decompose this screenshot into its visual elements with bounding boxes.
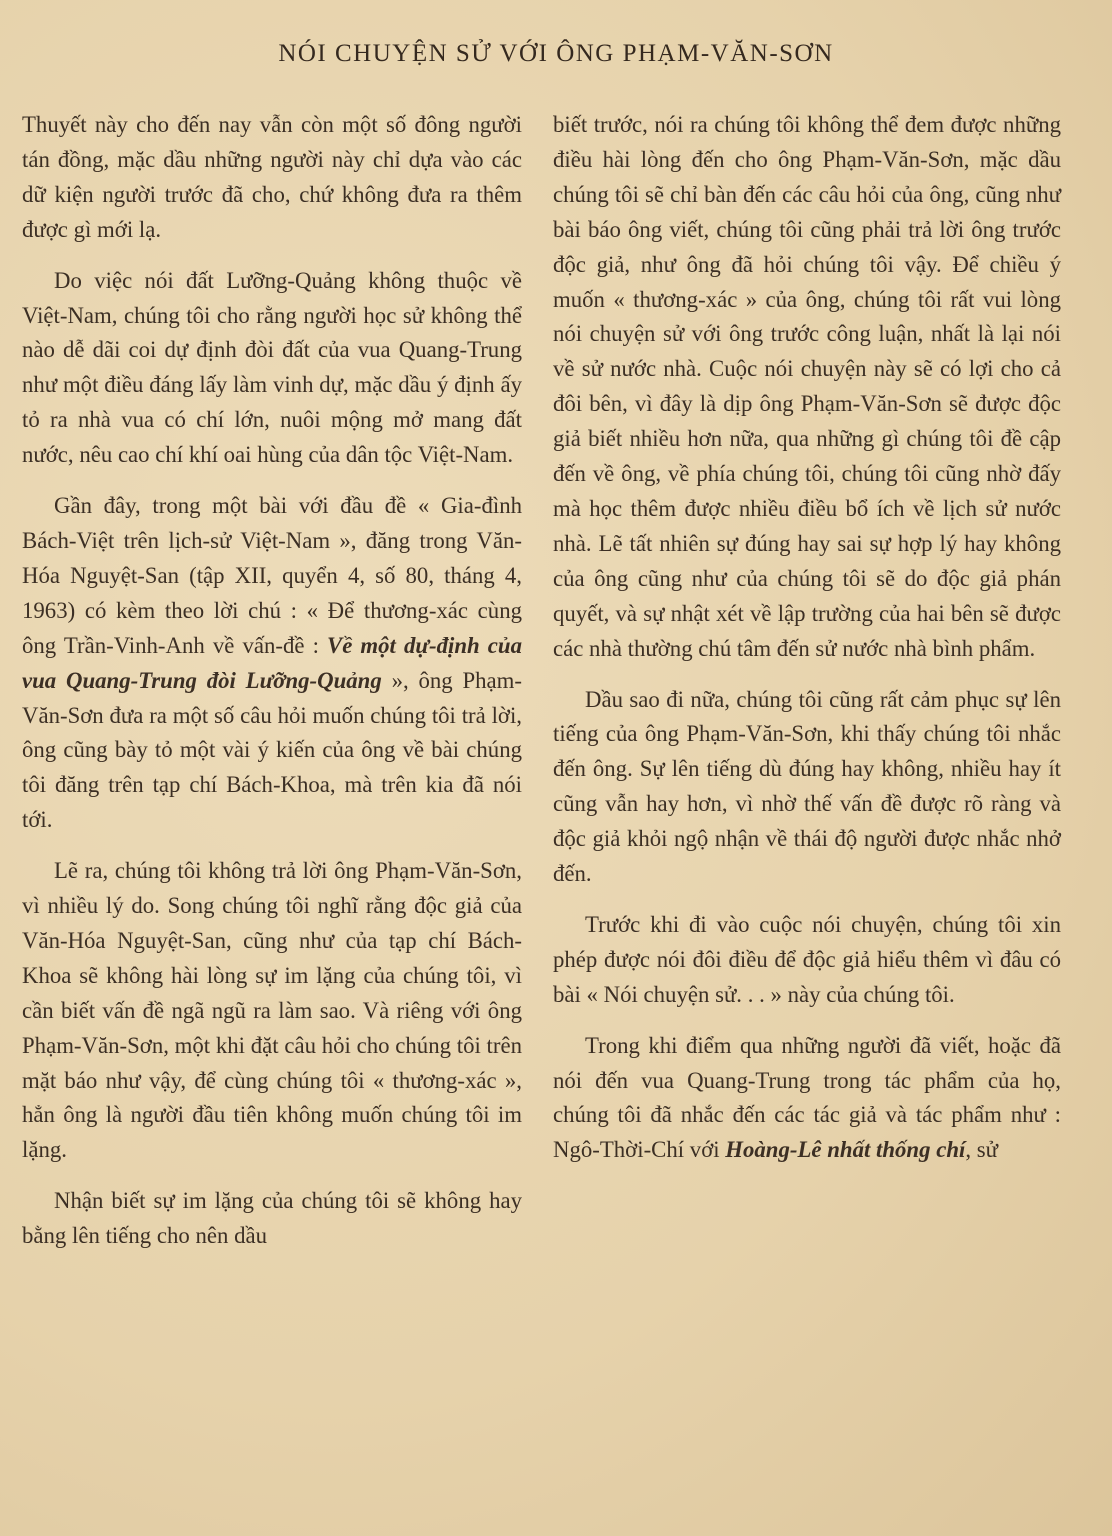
- text-segment: , sử: [965, 1137, 998, 1163]
- paragraph: Do việc nói đất Lưỡng-Quảng không thuộc về Việt-Nam, chúng tôi cho rằng người học sử không thể nào dễ dãi coi dự định đòi đất của vua Quang-Trung như một điều đáng lấy làm vinh dự, mặc dầu ý định ấy tỏ ra nhà vua có chí lớn, nuôi mộng mở mang đất nước, nêu cao chí khí oai hùng của dân tộc Việt-Nam.: [22, 267, 522, 468]
- left-column: [22, 108, 522, 1270]
- paragraph: biết trước, nói ra chúng tôi không thể đem được những điều hài lòng đến cho ông Phạm-Văn-Sơn, mặc dầu chúng tôi sẽ chỉ bàn đến các câu hỏi của ông, cũng như bài báo ông viết, chúng tôi cũng phải trả lời ông trước độc giả, như ông đã hỏi chúng tôi vậy. Để chiều ý muốn « thương-xác » của ông, chúng tôi rất vui lòng nói chuyện sử với ông trước công luận, nhất là lại nói về sử nước nhà. Cuộc nói chuyện này sẽ có lợi cho cả đôi bên, vì đây là dịp ông Phạm-Văn-Sơn sẽ được độc giả biết nhiều hơn nữa, qua những gì chúng tôi đề cập đến về ông, về phía chúng tôi, chúng tôi cũng nhờ đấy mà học thêm được nhiều điều bổ ích về lịch sử nước nhà. Lẽ tất nhiên sự đúng hay sai sự hợp lý hay không của ông cũng như của chúng tôi sẽ do độc giả phán quyết, và sự nhật xét về lập trường của hai bên sẽ được các nhà thường chú tâm đến sử nước nhà bình phẩm.: [553, 112, 1061, 661]
- paragraph: [22, 489, 522, 838]
- paragraph: [553, 1029, 1061, 1169]
- paragraph: Nhận biết sự im lặng của chúng tôi sẽ không hay bằng lên tiếng cho nên dầu: [22, 1188, 522, 1249]
- text-segment: Trong khi điểm qua những người đã viết, hoặc đã nói đến vua Quang-Trung trong tác phẩm của họ, chúng tôi đã nhắc đến các tác giả và tác phẩm như : Ngô-Thời-Chí với: [553, 1032, 1061, 1163]
- paragraph: Lẽ ra, chúng tôi không trả lời ông Phạm-Văn-Sơn, vì nhiều lý do. Song chúng tôi nghĩ rằng độc giả của Văn-Hóa Nguyệt-San, cũng như của tạp chí Bách-Khoa sẽ không hài lòng sự im lặng của chúng tôi, vì cần biết vấn đề ngã ngũ ra làm sao. Và riêng với ông Phạm-Văn-Sơn, một khi đặt câu hỏi cho chúng tôi trên mặt báo như vậy, để cùng chúng tôi « thương-xác », hẳn ông là người đầu tiên không muốn chúng tôi im lặng.: [22, 858, 522, 1163]
- article-title-italic: Về một dự-định của vua Quang-Trung đòi Lưỡng-Quảng: [22, 632, 522, 693]
- paragraph: Trước khi đi vào cuộc nói chuyện, chúng tôi xin phép được nói đôi điều để độc giả hiểu thêm vì đâu có bài « Nói chuyện sử. . . » này của chúng tôi.: [553, 911, 1061, 1007]
- text-segment: Gần đây, trong một bài với đầu đề « Gia-đình Bách-Việt trên lịch-sử Việt-Nam », đăng trong Văn-Hóa Nguyệt-San (tập XII, quyển 4, số 80, tháng 4, 1963) có kèm theo lời chú : « Để thương-xác cùng ông Trần-Vinh-Anh về vấn-đề :: [22, 493, 522, 658]
- page-title: NÓI CHUYỆN SỬ VỚI ÔNG PHẠM-VĂN-SƠN: [278, 40, 834, 67]
- book-title-italic: Hoàng-Lê nhất thống chí: [725, 1137, 966, 1163]
- text-segment: », ông Phạm-Văn-Sơn đưa ra một số câu hỏi muốn chúng tôi trả lời, ông cũng bày tỏ một vài ý kiến của ông về bài chúng tôi đăng trên tạp chí Bách-Khoa, mà trên kia đã nói tới.: [22, 667, 522, 833]
- paragraph: Dầu sao đi nữa, chúng tôi cũng rất cảm phục sự lên tiếng của ông Phạm-Văn-Sơn, khi thấy chúng tôi nhắc đến ông. Sự lên tiếng dù đúng hay không, nhiều hay ít cũng vẫn hay hơn, vì nhờ thế vấn đề được rõ ràng và độc giả khỏi ngộ nhận về thái độ người được nhắc nhở đến.: [553, 686, 1061, 887]
- right-column: [553, 108, 1061, 1184]
- paragraph: Thuyết này cho đến nay vẫn còn một số đông người tán đồng, mặc dầu những người này chỉ dựa vào các dữ kiện người trước đã cho, chứ không đưa ra thêm được gì mới lạ.: [22, 112, 522, 242]
